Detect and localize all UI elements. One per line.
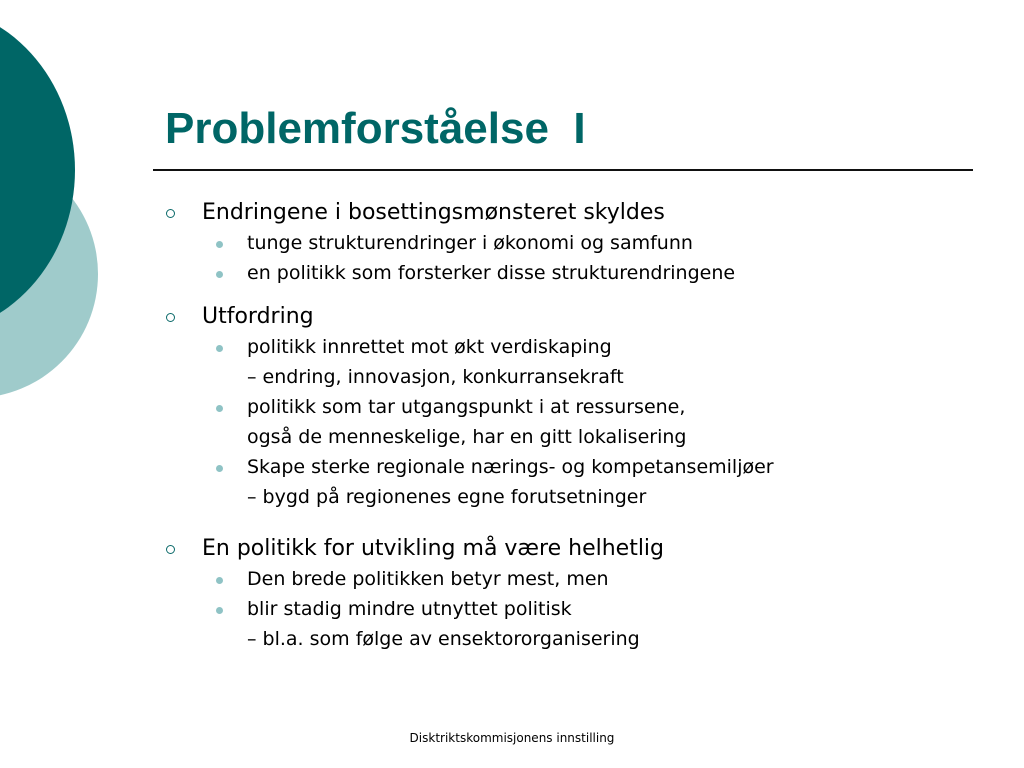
dot-bullet-icon — [216, 607, 223, 614]
title-divider — [153, 169, 973, 171]
dot-bullet-icon — [216, 241, 223, 248]
hollow-circle-bullet-icon — [166, 313, 175, 322]
dot-bullet-icon — [216, 577, 223, 584]
footer-text: Disktriktskommisjonens innstilling — [409, 731, 615, 745]
dot-bullet-icon — [216, 405, 223, 412]
hollow-circle-bullet-icon — [166, 545, 175, 554]
dot-bullet-icon — [216, 465, 223, 472]
hollow-circle-bullet-icon — [166, 209, 175, 218]
dot-bullet-icon — [216, 345, 223, 352]
slide-footer — [0, 731, 1024, 745]
dot-bullet-icon — [216, 271, 223, 278]
slide-title: Problemforståelse I — [165, 104, 586, 153]
